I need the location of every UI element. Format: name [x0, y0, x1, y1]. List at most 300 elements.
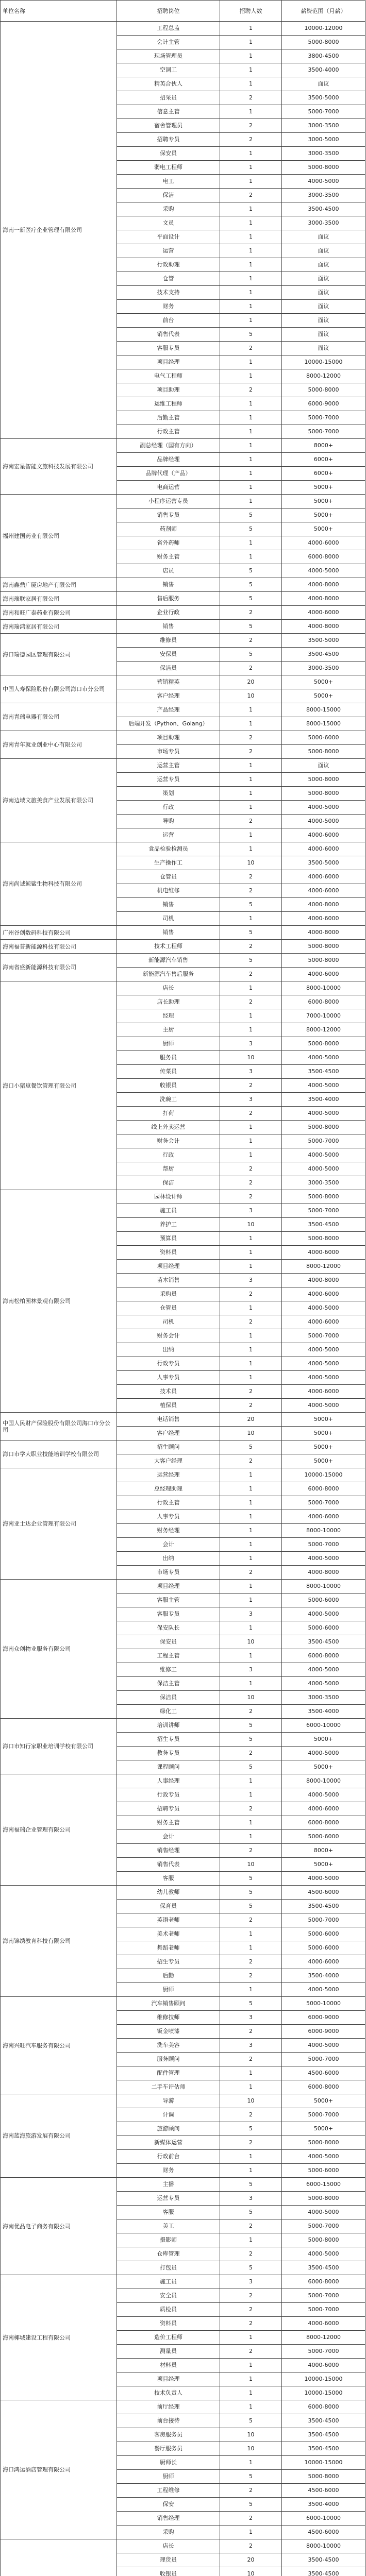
unit-name-cell: 海口瑞德园区管理有限公司	[1, 634, 117, 675]
position-cell: 施工员	[117, 2275, 220, 2289]
position-cell: 运营	[117, 828, 220, 842]
position-cell: 行政助理	[117, 258, 220, 272]
position-cell: 会计	[117, 1538, 220, 1552]
unit-name-cell: 海南福瑞企业管理有限公司	[1, 1774, 117, 1886]
salary-cell: 6000-9000	[282, 2011, 365, 2025]
salary-cell: 面议	[282, 286, 365, 300]
salary-cell: 4000-6000	[282, 1510, 365, 1524]
position-cell: 洗车美容	[117, 2039, 220, 2053]
unit-name-cell: 海南省盛新能源科技有限公司	[1, 954, 117, 981]
headcount-cell: 10	[220, 1635, 282, 1649]
headcount-cell: 2	[220, 731, 282, 745]
unit-name-cell: 海南边域文旅美食产业发展有限公司	[1, 759, 117, 842]
position-cell: 英语老师	[117, 1913, 220, 1927]
salary-cell: 4000-8000	[282, 620, 365, 634]
position-cell: 财务主管	[117, 550, 220, 564]
headcount-cell: 10	[220, 2428, 282, 2442]
position-cell: 预算员	[117, 1232, 220, 1246]
headcount-cell: 1	[220, 1677, 282, 1691]
position-cell: 客服	[117, 1872, 220, 1886]
table-row	[1, 1997, 365, 2011]
headcount-cell: 2	[220, 91, 282, 105]
salary-cell: 10000-15000	[282, 355, 365, 369]
position-cell: 出纳	[117, 1343, 220, 1357]
position-cell: 课程顾问	[117, 1760, 220, 1774]
position-cell: 造价工程师	[117, 2331, 220, 2345]
headcount-cell: 1	[220, 703, 282, 717]
position-cell: 客服专员	[117, 1607, 220, 1621]
headcount-cell: 5	[220, 2498, 282, 2512]
position-cell: 二手车评估师	[117, 2080, 220, 2094]
table-row	[1, 2400, 365, 2414]
position-cell: 工程总监	[117, 22, 220, 36]
table-row	[1, 926, 365, 940]
headcount-cell: 1	[220, 453, 282, 467]
salary-cell: 3500-4000	[282, 1969, 365, 1983]
position-cell: 司机	[117, 912, 220, 926]
position-cell: 保洁	[117, 1176, 220, 1190]
headcount-cell: 5	[220, 2414, 282, 2428]
headcount-cell: 10	[220, 2442, 282, 2456]
table-row	[1, 2178, 365, 2192]
salary-cell: 4000-6000	[282, 1385, 365, 1399]
salary-cell: 8000-10000	[282, 981, 365, 995]
headcount-cell: 1	[220, 1246, 282, 1260]
position-cell: 出纳	[117, 1552, 220, 1566]
headcount-cell: 2	[220, 1287, 282, 1301]
headcount-cell: 5	[220, 648, 282, 662]
position-cell: 销售经理	[117, 2512, 220, 2526]
headcount-cell: 5	[220, 926, 282, 940]
position-cell: 维修技师	[117, 2011, 220, 2025]
salary-cell: 6000-8000	[282, 2275, 365, 2289]
headcount-cell: 10	[220, 1427, 282, 1440]
salary-cell: 5000+	[282, 1760, 365, 1774]
position-cell: 宿舍管理员	[117, 119, 220, 133]
position-cell: 计调	[117, 2108, 220, 2122]
salary-cell: 5000+	[282, 1858, 365, 1872]
unit-name-cell: 中国人寿保险股份有限公司海口市分公司	[1, 675, 117, 703]
salary-cell: 5000-8000	[282, 2470, 365, 2484]
headcount-cell: 2	[220, 2303, 282, 2317]
salary-cell: 3500-4000	[282, 1705, 365, 1719]
headcount-cell: 3	[220, 2275, 282, 2289]
headcount-cell: 1	[220, 1983, 282, 1997]
position-cell: 仓管	[117, 272, 220, 286]
headcount-cell: 2	[220, 2053, 282, 2066]
position-cell: 现场管理员	[117, 49, 220, 63]
salary-cell: 8000-12000	[282, 1260, 365, 1274]
position-cell: 产品经理	[117, 703, 220, 717]
position-cell: 导游	[117, 2094, 220, 2108]
salary-cell: 6000-8000	[282, 1482, 365, 1496]
salary-cell: 4500-6000	[282, 2484, 365, 2498]
headcount-cell: 2	[220, 1955, 282, 1969]
position-cell: 培训讲师	[117, 1719, 220, 1733]
salary-cell: 10000-15000	[282, 2456, 365, 2470]
salary-cell: 4000-6000	[282, 1315, 365, 1329]
headcount-cell: 2	[220, 745, 282, 759]
position-cell: 保育员	[117, 1900, 220, 1913]
headcount-cell: 5	[220, 1872, 282, 1886]
headcount-cell: 5	[220, 2178, 282, 2192]
position-cell: 仓管员	[117, 870, 220, 884]
position-cell: 保洁员	[117, 1691, 220, 1705]
position-cell: 企业行政	[117, 606, 220, 620]
unit-name-cell: 海南尚诚鲸鲨生物科技有限公司	[1, 842, 117, 926]
position-cell: 财务经理	[117, 1524, 220, 1538]
headcount-cell: 2	[220, 1566, 282, 1580]
salary-cell: 5000-6000	[282, 1621, 365, 1635]
unit-name-cell: 海南亚士达企业管理有限公司	[1, 1468, 117, 1580]
salary-cell: 5000-7000	[282, 1913, 365, 1927]
position-cell: 生产操作工	[117, 856, 220, 870]
headcount-cell: 1	[220, 1301, 282, 1315]
position-cell: 弱电工程师	[117, 161, 220, 175]
salary-cell: 6000-15000	[282, 2178, 365, 2192]
table-row	[1, 1440, 365, 1454]
headcount-cell: 2	[220, 342, 282, 355]
headcount-cell: 1	[220, 230, 282, 244]
headcount-cell: 1	[220, 49, 282, 63]
position-cell: 前台	[117, 314, 220, 328]
table-row	[1, 759, 365, 773]
headcount-cell: 2	[220, 1107, 282, 1121]
position-cell: 保洁主管	[117, 1677, 220, 1691]
headcount-cell: 5	[220, 1440, 282, 1454]
salary-cell: 5000-8000	[282, 745, 365, 759]
position-cell: 店长助理	[117, 995, 220, 1009]
position-cell: 客服主管	[117, 1594, 220, 1607]
headcount-cell: 2	[220, 1844, 282, 1858]
headcount-cell: 5	[220, 2470, 282, 2484]
salary-cell: 4000-6000	[282, 1287, 365, 1301]
unit-name-cell: 海口鸿运酒店管理有限公司	[1, 2400, 117, 2539]
unit-name-cell: 海南瑞联家居有限公司	[1, 592, 117, 606]
unit-name-cell: 海南鑫鼎广厦房地产有限公司	[1, 578, 117, 592]
salary-cell: 6000-8000	[282, 1649, 365, 1663]
headcount-cell: 2	[220, 815, 282, 828]
salary-cell: 面议	[282, 77, 365, 91]
headcount-cell: 1	[220, 1023, 282, 1037]
salary-cell: 4000-8000	[282, 592, 365, 606]
salary-cell: 4000-5000	[282, 1663, 365, 1677]
headcount-cell: 3	[220, 1065, 282, 1079]
salary-cell: 4000-5000	[282, 564, 365, 578]
salary-cell: 4000-5000	[282, 1051, 365, 1065]
table-row	[1, 22, 365, 36]
salary-cell: 3000-3500	[282, 1176, 365, 1190]
position-cell: 销售代表	[117, 1858, 220, 1872]
salary-cell: 3500-4500	[282, 1065, 365, 1079]
table-row	[1, 842, 365, 856]
headcount-cell: 1	[220, 244, 282, 258]
salary-cell: 4000-6000	[282, 1955, 365, 1969]
position-cell: 厨师	[117, 2470, 220, 2484]
headcount-cell: 1	[220, 773, 282, 787]
salary-cell: 5000+	[282, 2094, 365, 2108]
position-cell: 招生专员	[117, 1955, 220, 1969]
position-cell: 测量员	[117, 2345, 220, 2359]
headcount-cell: 1	[220, 2372, 282, 2386]
headcount-cell: 5	[220, 2206, 282, 2219]
position-cell: 司机	[117, 1315, 220, 1329]
headcount-cell: 1	[220, 787, 282, 801]
headcount-cell: 3	[220, 1607, 282, 1621]
headcount-cell: 1	[220, 1148, 282, 1162]
headcount-cell: 2	[220, 1315, 282, 1329]
headcount-cell: 1	[220, 1538, 282, 1552]
position-cell: 安全员	[117, 2289, 220, 2303]
salary-cell: 4000-6000	[282, 870, 365, 884]
salary-cell: 面议	[282, 244, 365, 258]
headcount-cell: 5	[220, 620, 282, 634]
salary-cell: 4000-5000	[282, 1399, 365, 1413]
position-cell: 药剂师	[117, 522, 220, 536]
salary-cell: 8000-12000	[282, 2331, 365, 2345]
headcount-cell: 1	[220, 161, 282, 175]
position-cell: 电工	[117, 175, 220, 189]
position-cell: 招生顾问	[117, 1440, 220, 1454]
headcount-cell: 1	[220, 286, 282, 300]
headcount-cell: 3	[220, 2192, 282, 2206]
salary-cell: 4000-6000	[282, 2317, 365, 2331]
position-cell: 技术员	[117, 1385, 220, 1399]
salary-cell: 3500-5000	[282, 91, 365, 105]
headcount-cell: 1	[220, 369, 282, 383]
table-row	[1, 495, 365, 509]
position-cell: 客房服务员	[117, 2428, 220, 2442]
headcount-cell: 1	[220, 1232, 282, 1246]
salary-cell: 6000-8000	[282, 1816, 365, 1830]
salary-cell: 5000-7000	[282, 2053, 365, 2066]
headcount-cell: 1	[220, 1594, 282, 1607]
headcount-cell: 1	[220, 2150, 282, 2164]
position-cell: 线上外卖运营	[117, 1121, 220, 1134]
headcount-cell: 1	[220, 147, 282, 161]
salary-cell: 5000-7000	[282, 2108, 365, 2122]
position-cell: 平面设计	[117, 230, 220, 244]
position-cell: 保安	[117, 2498, 220, 2512]
position-cell: 苗木销售	[117, 1274, 220, 1287]
salary-cell: 5000-7000	[282, 1329, 365, 1343]
salary-cell: 5000-7000	[282, 2289, 365, 2303]
position-cell: 洗碗工	[117, 1093, 220, 1107]
salary-cell: 5000-7000	[282, 2345, 365, 2359]
headcount-cell: 2	[220, 662, 282, 675]
position-cell: 食品检验检测员	[117, 842, 220, 856]
position-cell: 文员	[117, 216, 220, 230]
headcount-cell: 10	[220, 2567, 282, 2576]
salary-cell: 5000-6000	[282, 1941, 365, 1955]
position-cell: 技术负责人	[117, 2386, 220, 2400]
salary-cell: 4000-5000	[282, 2039, 365, 2053]
unit-name-cell: 海南瑞鸿家居有限公司	[1, 620, 117, 634]
salary-cell: 8000-10000	[282, 2539, 365, 2553]
position-cell: 空调工	[117, 63, 220, 77]
position-cell: 园林设计师	[117, 1190, 220, 1204]
headcount-cell: 2	[220, 2219, 282, 2233]
headcount-cell: 5	[220, 522, 282, 536]
position-cell: 后勤主管	[117, 411, 220, 425]
salary-cell: 4000-6000	[282, 912, 365, 926]
headcount-cell: 1	[220, 1510, 282, 1524]
salary-cell: 4000-5000	[282, 1343, 365, 1357]
salary-cell: 3500-4500	[282, 202, 365, 216]
headcount-cell: 2	[220, 189, 282, 202]
salary-cell: 面议	[282, 314, 365, 328]
table-row	[1, 439, 365, 453]
header-row	[1, 1, 365, 22]
position-cell: 市场专员	[117, 745, 220, 759]
headcount-cell: 1	[220, 1134, 282, 1148]
headcount-cell: 1	[220, 842, 282, 856]
position-cell: 财务会计	[117, 1134, 220, 1148]
salary-cell: 5000-8000	[282, 1190, 365, 1204]
headcount-cell: 1	[220, 1009, 282, 1023]
position-cell: 精英合伙人	[117, 77, 220, 91]
position-cell: 财务	[117, 300, 220, 314]
salary-cell: 8000-12000	[282, 1023, 365, 1037]
position-cell: 会计	[117, 1830, 220, 1844]
unit-name-cell: 海南松柏园林景观有限公司	[1, 1190, 117, 1413]
headcount-cell: 5	[220, 1719, 282, 1733]
unit-name-cell: 海南椰城建设工程有限公司	[1, 2275, 117, 2400]
position-cell: 省外药师	[117, 536, 220, 550]
position-cell: 绿化工	[117, 1705, 220, 1719]
position-cell: 仓库管理	[117, 2247, 220, 2261]
table-row	[1, 731, 365, 745]
position-cell: 行政前台	[117, 2150, 220, 2164]
position-cell: 大客户经理	[117, 1454, 220, 1468]
table-row	[1, 1580, 365, 1594]
unit-name-cell: 中国人民财产保险股份有限公司海口市分公司	[1, 1413, 117, 1440]
table-row	[1, 954, 365, 968]
salary-cell: 4000-8000	[282, 1566, 365, 1580]
salary-cell: 6000-9000	[282, 2025, 365, 2039]
headcount-cell: 1	[220, 2331, 282, 2345]
position-cell: 质检员	[117, 2303, 220, 2317]
salary-cell: 4000-8000	[282, 578, 365, 592]
salary-cell: 4000-6000	[282, 536, 365, 550]
unit-name-cell: 海南优品电子商务有限公司	[1, 2178, 117, 2275]
salary-cell: 4000-6000	[282, 828, 365, 842]
salary-cell: 5000-8000	[282, 2136, 365, 2150]
salary-cell: 4000-6000	[282, 606, 365, 620]
headcount-cell: 5	[220, 1886, 282, 1900]
table-row	[1, 1886, 365, 1900]
salary-cell: 4000-5000	[282, 1301, 365, 1315]
position-cell: 行政主管	[117, 1496, 220, 1510]
position-cell: 行政主管	[117, 425, 220, 439]
salary-cell: 4000-5000	[282, 2150, 365, 2164]
salary-cell: 4000-5000	[282, 1148, 365, 1162]
salary-cell: 5000-8000	[282, 2192, 365, 2206]
headcount-cell: 1	[220, 314, 282, 328]
headcount-cell: 1	[220, 801, 282, 815]
position-cell: 新媒体运营	[117, 2136, 220, 2150]
headcount-cell: 10	[220, 1691, 282, 1705]
table-row	[1, 2539, 365, 2553]
position-cell: 店员	[117, 564, 220, 578]
headcount-cell: 5	[220, 1997, 282, 2011]
position-cell: 招采员	[117, 91, 220, 105]
headcount-cell: 5	[220, 954, 282, 968]
headcount-cell: 5	[220, 1760, 282, 1774]
position-cell: 销售	[117, 578, 220, 592]
position-cell: 资料员	[117, 2317, 220, 2331]
headcount-cell: 3	[220, 1093, 282, 1107]
headcount-cell: 2	[220, 1399, 282, 1413]
salary-cell: 4000-5000	[282, 1872, 365, 1886]
position-cell: 前厅经理	[117, 2400, 220, 2414]
headcount-cell: 5	[220, 1900, 282, 1913]
position-cell: 销售	[117, 898, 220, 912]
headcount-cell: 1	[220, 2400, 282, 2414]
headcount-cell: 1	[220, 1552, 282, 1566]
headcount-cell: 1	[220, 258, 282, 272]
salary-cell: 3000-3500	[282, 1691, 365, 1705]
headcount-cell: 2	[220, 1913, 282, 1927]
salary-cell: 8000+	[282, 439, 365, 453]
salary-cell: 6000-8000	[282, 2080, 365, 2094]
salary-cell: 10000-12000	[282, 22, 365, 36]
unit-name-cell: 海口市学大职业技能培训学校有限公司	[1, 1440, 117, 1468]
headcount-cell: 1	[220, 912, 282, 926]
position-cell: 美术老师	[117, 1927, 220, 1941]
table-row	[1, 634, 365, 648]
salary-cell: 5000-7000	[282, 1134, 365, 1148]
salary-cell: 5000-7000	[282, 425, 365, 439]
position-cell: 摄影师	[117, 2233, 220, 2247]
salary-cell: 3000-5000	[282, 133, 365, 147]
headcount-cell: 10	[220, 1051, 282, 1065]
position-cell: 教务专员	[117, 1747, 220, 1760]
position-cell: 新能源汽车售后服务	[117, 968, 220, 981]
headcount-cell: 2	[220, 995, 282, 1009]
unit-name-cell: 海南宏星智能文旅科技发展有限公司	[1, 439, 117, 495]
salary-cell: 5000-8000	[282, 954, 365, 968]
salary-cell: 4000-8000	[282, 1274, 365, 1287]
headcount-cell: 2	[220, 133, 282, 147]
salary-cell: 6000+	[282, 467, 365, 481]
position-cell: 会计主管	[117, 36, 220, 49]
salary-cell: 4000-5000	[282, 1788, 365, 1802]
salary-cell: 5000+	[282, 509, 365, 522]
headcount-cell: 1	[220, 828, 282, 842]
position-cell: 运营专员	[117, 2192, 220, 2206]
position-cell: 副总经理（国有方向）	[117, 439, 220, 453]
table-body	[1, 22, 365, 2576]
headcount-cell: 3	[220, 1274, 282, 1287]
salary-cell: 5000-8000	[282, 787, 365, 801]
salary-cell: 8000+	[282, 1844, 365, 1858]
position-cell: 策划	[117, 787, 220, 801]
position-cell: 收银员	[117, 2567, 220, 2576]
salary-cell: 3000-3500	[282, 147, 365, 161]
headcount-cell: 1	[220, 425, 282, 439]
position-cell: 项目经理	[117, 355, 220, 369]
position-cell: 客服专员	[117, 342, 220, 355]
salary-cell: 5000-6000	[282, 731, 365, 745]
unit-name-cell: 海口小猪崽餐饮管理有限公司	[1, 981, 117, 1190]
position-cell: 销售专员	[117, 509, 220, 522]
headcount-cell: 20	[220, 1413, 282, 1427]
salary-cell: 3500-4500	[282, 1635, 365, 1649]
position-cell: 服务员	[117, 1051, 220, 1065]
headcount-cell: 1	[220, 105, 282, 119]
salary-cell: 8000-10000	[282, 1580, 365, 1594]
